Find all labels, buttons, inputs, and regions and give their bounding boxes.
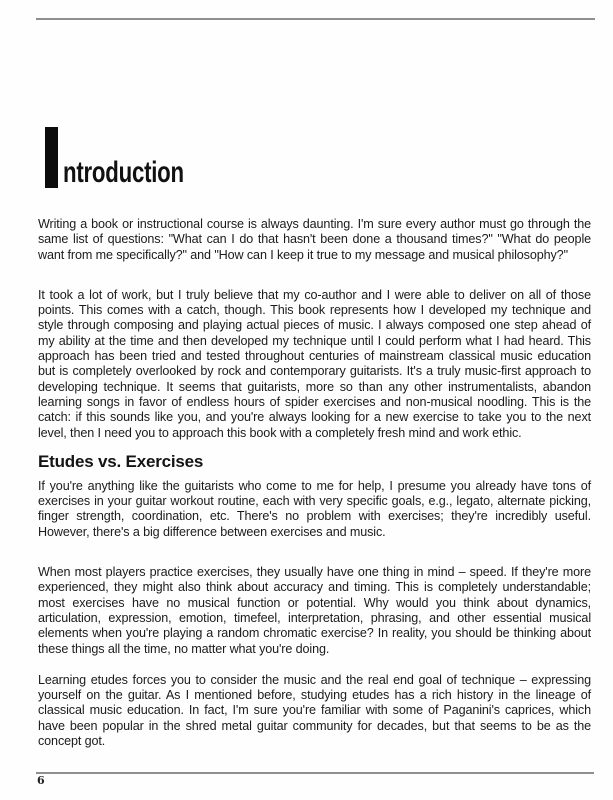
section-title: Etudes vs. Exercises xyxy=(38,451,204,471)
section-paragraph-1: If you're anything like the guitarists who come to me for help, I presume you already have tons of exercises in your guitar workout routine, each with very specific goals, e.g., legato, alternate picking, finger strength, coordination, etc. There's no problem with exercises; they're incredibly useful. However, there's a big difference between exercises and music. xyxy=(38,478,591,539)
section-paragraph-3: Learning etudes forces you to consider the music and the real end goal of technique – expressing yourself on the guitar. As I mentioned before, studying etudes has a rich history in the lineage of classical music education. In fact, I'm sure you're familiar with some of Paganini's caprices, which have been popular in the shred metal guitar community for decades, but that seems to be as the concept got. xyxy=(38,672,591,749)
page-body xyxy=(38,217,591,774)
intro-paragraph-1: Writing a book or instructional course is always daunting. I'm sure every author must go through the same list of questions: "What can I do that hasn't been done a thousand times?" "What do people want from me specifically?" and "How can I keep it true to my message and musical philosophy?" xyxy=(38,217,591,262)
intro-paragraph-2: It took a lot of work, but I truly believe that my co-author and I were able to deliver on all of those points. This comes with a catch, though. This book represents how I developed my technique and style through composing and playing actual pieces of music. I always composed one step ahead of my ability at the time and then developed my technique until I could perform what I had heard. This approach has been tried and tested throughout centuries of mainstream classical music education but is completely overlooked by rock and contemporary guitarists. It's a truly music-first approach to developing technique. It seems that guitarists, more so than any other instrumentalists, abandon learning songs in favor of endless hours of spider exercises and non-musical noodling. This is the catch: if this sounds like you, and you're always looking for a new exercise to take you to the next level, then I need you to approach this book with a completely fresh mind and work ethic. xyxy=(38,287,591,440)
section-paragraph-2: When most players practice exercises, they usually have one thing in mind – speed. If they're more experienced, they might also think about accuracy and timing. This is completely understandable; most exercises have no musical function or potential. Why would you think about dynamics, articulation, expression, emotion, timefeel, interpretation, phrasing, and other essential musical elements when you're playing a random chromatic exercise? In reality, you should be thinking about these things all the time, no matter what you're doing. xyxy=(38,565,591,656)
top-rule xyxy=(36,18,595,20)
chapter-title-text: ntroduction xyxy=(63,156,184,189)
page-number: 6 xyxy=(37,774,45,787)
bottom-rule xyxy=(36,772,594,774)
dropcap-letter-i xyxy=(45,127,58,188)
